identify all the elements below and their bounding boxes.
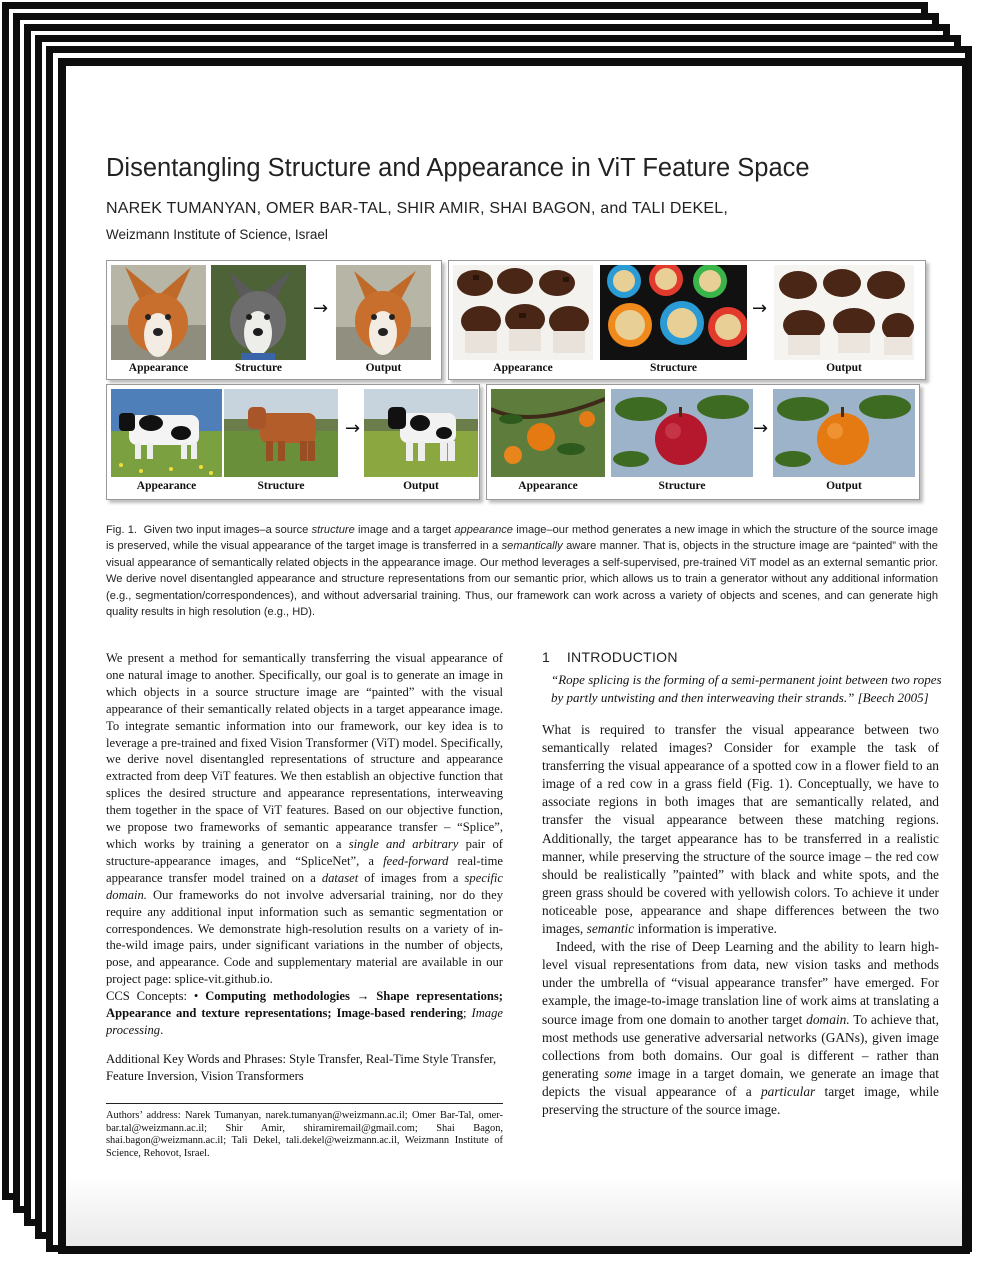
structure-image-muffins [600,265,747,360]
abstract-text: Our frameworks do not involve adversarial training, nor do they require any additional input information such as semantic segmentation or correspondences. We demonstrate high-resolution results on a variety of in-the-wild image pairs, under significant variations in the number of objects, pose, and appearance. Code and supplementary material are available in our project page: splice-vit.github.io. [106,887,503,987]
abstract-emphasis: feed-forward [383,853,449,868]
label-structure: Structure [658,480,706,492]
appearance-image-corgi [111,265,206,360]
appearance-image-chocolate-cupcakes [453,265,593,360]
introduction-body [542,721,939,1119]
caption-text: image and a target [354,524,455,536]
author-list: NAREK TUMANYAN, OMER BAR-TAL, SHIR AMIR, SHAI BAGON, and TALI DEKEL, [106,200,729,217]
authors-address: Authors’ address: Narek Tumanyan, narek.tumanyan@weizmann.ac.il; Omer Bar-Tal, omer-bar.tal@weizmann.ac.il; Shir Amir, shiramiremail@gmail.com; Shai Bagon, shai.bagon@weizmann.ac.il; Tali Dekel, tali.dekel@weizmann.ac.il, Weizmann Institute of Science, Rehovot, Israel. [106,1110,503,1159]
body-text: image in a target domain, we generate an image that depicts the visual appearance of a [542,1065,940,1099]
label-appearance: Appearance [493,362,553,374]
ccs-concepts [106,988,503,1039]
abstract-text: We present a method for semantically transferring the visual appearance of one natural image to another. Specifically, our goal is to generate an image in which objects in a source structure image are “painted” with the visual appearance of their semantically related objects in a target appearance image. To integrate semantic information into our framework, our key idea is to leverage a pre-trained and fixed Vision Transformer (ViT) model. Specifically, we derive novel disentangled representations of structure and appearance extracted from deep ViT features. We then establish an objective function that splices the desired structure and appearance representations, interweaving them together in the space of ViT features. Based on our objective function, we propose two frameworks of semantic appearance transfer – “Splice”, which works by training a generator on a [106,651,503,851]
paper-title: Disentangling Structure and Appearance in ViT Feature Space [106,154,810,182]
keywords: Additional Key Words and Phrases: Style Transfer, Real-Time Style Transfer, Feature Inversion, Vision Transformers [106,1052,497,1083]
ccs-bold: Computing methodologies → Shape representations; Appearance and texture representations; Image-based rendering [106,989,503,1020]
section-heading [542,649,678,665]
abstract-emphasis: single and arbitrary [348,836,459,851]
abstract-text: pair of structure-appearance images, and “SpliceNet”, a [106,836,503,868]
body-text: What is required to transfer the visual appearance between two semantically related images? Consider for example the task of transferring the visual appearance of a spotted cow in a flower field to an image of a red cow in a grass field (Fig. 1). Conceptually, we have to associate regions in both images that are semantically related, and transfer the visual appearance between these matching regions. Additionally, the target appearance has to be transferred in a realistic manner, while preserving the structure of the source image – the red cow should be realistically ”painted” with black and white spots, and the green grass should be covered with yellowish colors. To achieve it under noticeable pose, appearance and shape differences between the two images, [542,722,939,937]
body-emphasis: particular [760,1083,816,1099]
abstract-emphasis: specific domain. [106,870,503,902]
section-number: 1 [542,649,551,665]
abstract-emphasis: dataset [321,870,359,885]
figure-panel-fruit [486,384,920,500]
appearance-image-spotted-cow [111,389,222,477]
label-appearance: Appearance [128,362,189,374]
body-text: To achieve that, most methods use generative adversarial networks (GANs), given image collections from both domains. Our goal is different – rather than generating [542,1011,939,1081]
caption-text: Given two input images–a source [143,524,312,536]
ccs-prefix: CCS Concepts: • [106,989,206,1003]
output-image-orange [773,389,915,477]
arrow-icon: → [345,418,361,439]
caption-emphasis: semantically [501,540,563,553]
caption-text: image–our method generates a new image in which the structure of the source image is preserved, while the visual appearance of the target image is transferred in a [106,524,938,553]
output-image-dog [336,265,431,360]
structure-image-red-cow [224,389,338,477]
figure-panel-cows [106,384,480,500]
abstract-text: of images from a [358,870,465,885]
label-structure: Structure [234,362,283,374]
epigraph-quote: “Rope splicing is the forming of a semi-permanent joint between two ropes by partly untwisting and then interweaving their strands.” [Beech 2005] [551,672,942,705]
structure-image-husky [211,265,306,360]
label-structure: Structure [649,362,698,374]
arrow-icon: → [753,418,769,439]
body-emphasis: semantic [586,921,635,937]
ccs-separator: ; [463,1006,472,1020]
caption-emphasis: structure [311,524,355,536]
label-output: Output [403,480,439,492]
figure-panel-cupcakes [448,260,926,380]
label-output: Output [826,362,862,374]
label-structure: Structure [257,480,305,492]
arrow-icon: → [752,298,768,319]
figure-label: Fig. 1. [106,524,138,536]
caption-emphasis: appearance [454,524,513,536]
ccs-italic: Image processing [106,1006,503,1037]
appearance-image-oranges [491,389,605,477]
figure-panel-dogs [106,260,442,380]
label-appearance: Appearance [518,480,578,492]
label-appearance: Appearance [136,480,197,492]
affiliation: Weizmann Institute of Science, Israel [106,227,328,242]
label-output: Output [826,480,862,492]
body-text: information is imperative. [634,921,778,937]
output-image-cupcakes [774,265,914,360]
footnote-rule [106,1103,503,1104]
section-title: INTRODUCTION [566,649,678,665]
page-bottom-fade [66,1176,962,1246]
output-image-cow [364,389,478,477]
structure-image-apple [611,389,753,477]
body-emphasis: some [604,1065,632,1081]
body-text: Indeed, with the rise of Deep Learning and the ability to learn high-level visual representations from data, new vision tasks and methods under the umbrella of “visual appearance transfer” have emerged. For example, the image-to-image translation line of work aims at translating a source image from one domain to another target [542,939,939,1027]
ccs-end: . [160,1023,164,1037]
caption-text: aware manner. That is, objects in the structure image are “painted” with the visual appearance of semantically related objects in the appearance image. Our method leverages a self-supervised, pre-trained ViT model as an external semantic prior. We derive novel disentangled appearance and structure representations from our semantic prior, which allows us to train a generator without any additional information (e.g., segmentation/correspondences), and without adversarial training. Thus, our framework can work across a variety of objects and scenes, and can generate high quality results in high resolution (e.g., HD). [106,540,938,619]
paper-page [58,58,970,1254]
body-text: target image, while preserving the structure of the source image. [542,1083,939,1117]
abstract [106,650,503,988]
body-emphasis: domain. [806,1011,850,1027]
abstract-text: real-time appearance transfer model trained on a [106,853,504,885]
arrow-icon: → [313,298,329,319]
figure-caption [106,522,938,620]
label-output: Output [365,362,402,374]
